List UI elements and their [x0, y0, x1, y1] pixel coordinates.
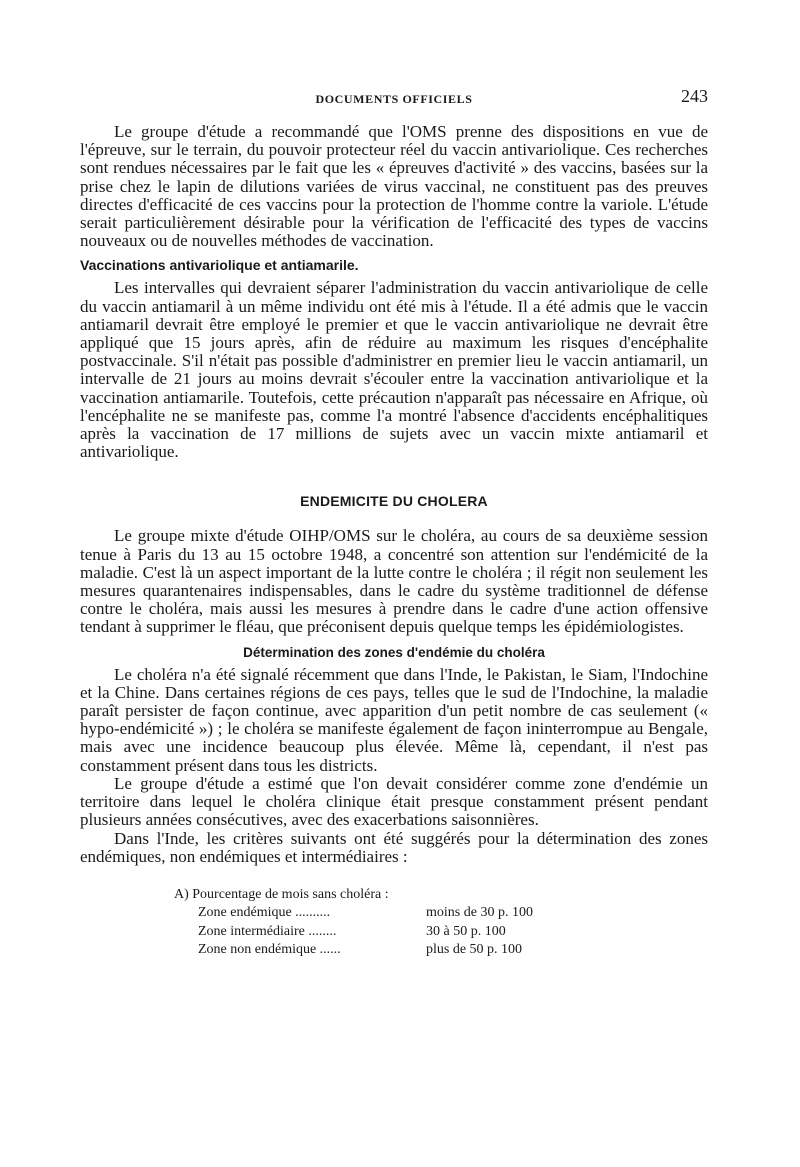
subheading-endemic-zones: Détermination des zones d'endémie du choléra [243, 644, 545, 660]
criteria-zone: Zone endémique .......... [198, 905, 331, 921]
criteria-value: plus de 50 p. 100 [426, 942, 523, 958]
paragraph-variola-field-trial: Le groupe d'étude a recommandé que l'OMS prenne des dispositions en vue de l'épreuve, sur le terrain, du pouvoir protecteur réel du vaccin antivariolique. Ces recherches sont rendues nécessaires par le fait que les « épreuves d'activité » des vaccins, basées sur la prise chez le lapin de dilutions variées de virus vaccinal, ne constituent pas des preuves directes d'efficacité de ces vaccins pour la protection de l'homme contre la variole. L'étude serait particulièrement désirable pour la vérification de l'efficacité des types de vaccins nouveaux ou de nouvelles méthodes de vaccination. [80, 122, 708, 251]
paragraph-cholera-countries: Le choléra n'a été signalé récemment que dans l'Inde, le Pakistan, le Siam, l'Indochine et la Chine. Dans certaines régions de ces pays, telles que le sud de l'Indochine, la maladie paraît persister de façon continue, avec apparition d'un petit nombre de cas seulement (« hypo-endémicité ») ; le choléra se manifeste également de façon ininterrompue au Bengale, mais avec une incidence beaucoup plus élevée. Même là, cependant, il n'est pas constamment présent dans tous les districts. [80, 664, 708, 775]
criteria-row [174, 941, 708, 960]
paragraph-endemic-definition: Le groupe d'étude a estimé que l'on devait considérer comme zone d'endémie un territoire dans lequel le choléra clinique était presque constamment présent pendant plusieurs années consécutives, avec des exacerbations saisonnières. [80, 773, 708, 830]
page-number: 243 [681, 86, 708, 106]
subheading-vaccinations: Vaccinations antivariolique et antiamarile. [80, 257, 359, 274]
criteria-heading: A) Pourcentage de mois sans choléra : [174, 886, 389, 902]
section-title-cholera: ENDEMICITE DU CHOLERA [300, 493, 488, 510]
criteria-value: 30 à 50 p. 100 [426, 923, 506, 939]
criteria-list [174, 886, 708, 960]
criteria-row [174, 904, 708, 923]
paragraph-india-criteria: Dans l'Inde, les critères suivants ont été suggérés pour la détermination des zones endémiques, non endémiques et intermédiaires : [80, 828, 708, 866]
paragraph-vaccination-intervals: Les intervalles qui devraient séparer l'administration du vaccin antivariolique de celle du vaccin antiamaril à un même individu ont été mis à l'étude. Il a été admis que le vaccin antiamaril devrait être employé le premier et que le vaccin antivariolique ne devrait être appliqué que 15 jours après, afin de réduire au maximum les risques d'encéphalite postvaccinale. S'il n'était pas possible d'administrer en premier lieu le vaccin antiamaril, un intervalle de 21 jours au moins devrait s'écouler entre la vaccination antivariolique et la vaccination antiamarile. Toutefois, cette précaution n'apparaît pas nécessaire en Afrique, où l'encéphalite ne se manifeste pas, comme l'a montré l'absence d'accidents encéphalitiques après la vaccination de 17 millions de sujets avec un vaccin mixte antiamaril et antivariolique. [80, 278, 708, 462]
criteria-zone: Zone non endémique ...... [198, 942, 341, 958]
running-header [80, 88, 708, 112]
paragraph-cholera-study-group: Le groupe mixte d'étude OIHP/OMS sur le choléra, au cours de sa deuxième session tenue à Paris du 13 au 15 octobre 1948, a concentré son attention sur l'endémicité de la maladie. C'est là un aspect important de la lutte contre le choléra ; il régit non seulement les mesures quarantenaires indispensables, dans le cadre du système traditionnel de défense contre le choléra, mais aussi les mesures à prendre dans le cadre d'une action offensive tendant à supprimer le fléau, que préconisent depuis quelque temps les épidémiologistes. [80, 526, 708, 637]
running-title: DOCUMENTS OFFICIELS [315, 92, 473, 106]
criteria-zone: Zone intermédiaire ........ [198, 923, 337, 939]
criteria-value: moins de 30 p. 100 [426, 905, 533, 921]
document-page [80, 88, 708, 960]
criteria-row [174, 923, 708, 942]
